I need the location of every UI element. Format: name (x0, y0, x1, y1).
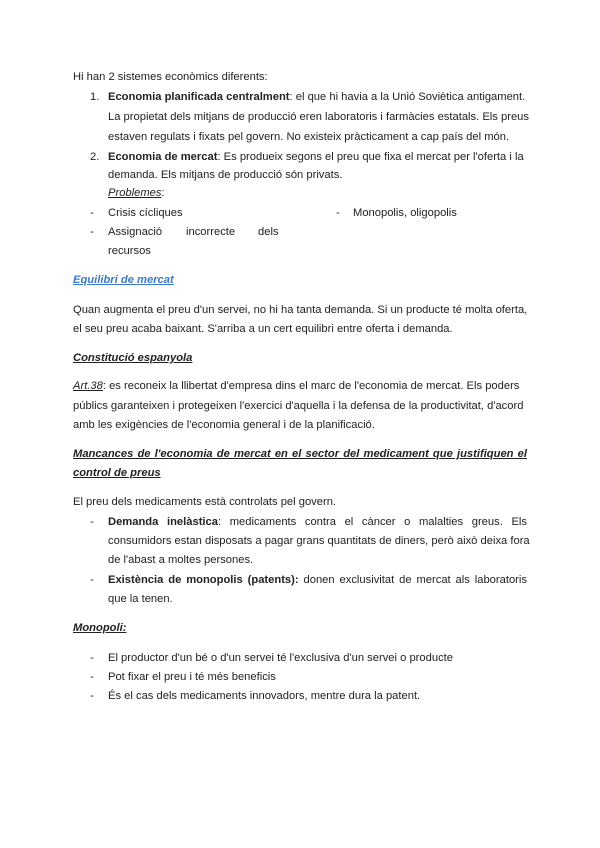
problem-item-word: Assignació (108, 226, 163, 238)
bullet: - (90, 690, 94, 702)
system-description: : Es produeix segons el preu que fixa el mercat per l'oferta i la (217, 151, 524, 163)
section-heading-equilibri: Equilibri de mercat (73, 274, 174, 286)
list-number: 1. (90, 91, 100, 103)
bullet: - (90, 574, 94, 586)
system-term: Economia planificada centralment (108, 91, 290, 103)
article-reference: Art.38 (73, 380, 103, 392)
paragraph-line: El preu dels medicaments està controlats pel govern. (73, 496, 337, 508)
problem-item: Monopolis, oligopolis (353, 207, 457, 219)
bullet: - (90, 671, 94, 683)
intro-text: Hi han 2 sistemes econòmics diferents: (73, 71, 268, 83)
bullet: - (90, 207, 94, 219)
list-number: 2. (90, 151, 100, 163)
list-item (108, 150, 524, 164)
section-heading-mancances-cont: control de preus (73, 467, 161, 479)
item-text-line: de l'abast a moltes persones. (108, 554, 254, 566)
system-description: : el que hi havia a la Unió Soviètica antigament. (289, 91, 526, 103)
item-text-line: que la tenen. (108, 593, 173, 605)
list-item (108, 90, 525, 104)
bullet: - (90, 652, 94, 664)
bullet: - (336, 207, 340, 219)
paragraph-line: públics garanteixen i protegeixen l'exercici d'aquella i la defensa de la productivitat, d'acord (73, 400, 524, 412)
item-text: : medicaments contra el càncer o malalties greus. Els (217, 516, 527, 528)
problems-label-colon: : (161, 187, 165, 199)
system-description-line: estaven regulats i fixats pel govern. No existeix pràcticament a cap país del món. (108, 131, 510, 143)
problems-label-text: Problemes (108, 187, 162, 199)
article-text: : es reconeix la llibertat d'empresa dins el marc de l'economia de mercat. Els poders (102, 380, 520, 392)
problems-label (108, 186, 165, 200)
section-heading-monopoli: Monopoli: (73, 622, 127, 634)
list-item (108, 573, 527, 587)
problem-item-word: incorrecte (186, 226, 236, 238)
list-item: És el cas dels medicaments innovadors, mentre dura la patent. (108, 690, 421, 702)
list-item: El productor d'un bé o d'un servei té l'exclusiva d'un servei o producte (108, 652, 453, 664)
system-term: Economia de mercat (108, 151, 218, 163)
paragraph-line: amb les exigències de l'economia general i de la planificació. (73, 419, 375, 431)
system-description-line: La propietat dels mitjans de producció eren laboratoris i farmàcies estatals. Els preus (108, 111, 529, 123)
bullet: - (90, 226, 94, 238)
paragraph-line: el seu preu acaba baixant. S'arriba a un cert equilibri entre oferta i demanda. (73, 323, 453, 335)
section-heading-constitucio: Constitució espanyola (73, 352, 193, 364)
system-description-line: demanda. Els mitjans de producció són privats. (108, 169, 343, 181)
paragraph-line (73, 379, 519, 393)
item-text-line: consumidors estan disposats a pagar grans quantitats de diners, però això deixa fora (108, 535, 530, 547)
item-text: donen exclusivitat de mercat als laboratoris (298, 574, 527, 586)
section-heading-mancances: Mancances de l'economia de mercat en el sector del medicament que justifiquen el (73, 448, 527, 460)
paragraph-line: Quan augmenta el preu d'un servei, no hi ha tanta demanda. Si un producte té molta oferta, (73, 304, 528, 316)
problem-item: Crisis cícliques (108, 207, 183, 219)
item-term: Existència de monopolis (patents): (108, 574, 299, 586)
bullet: - (90, 516, 94, 528)
list-item (108, 515, 527, 529)
list-item: Pot fixar el preu i té més beneficis (108, 671, 276, 683)
item-term: Demanda inelàstica (108, 516, 218, 528)
problem-item-word: dels (258, 226, 279, 238)
problem-item-continuation: recursos (108, 245, 151, 257)
